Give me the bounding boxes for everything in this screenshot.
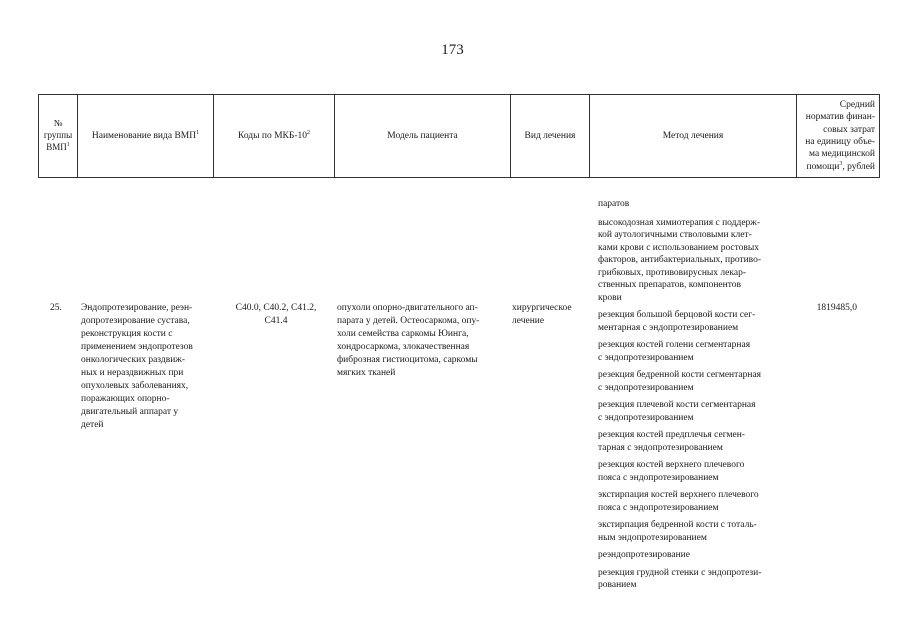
method-line: экстирпация костей верхнего плечевого bbox=[598, 490, 759, 500]
row-patient-model bbox=[337, 302, 502, 380]
vmp-name-line: ных и нераздвижных при bbox=[81, 368, 184, 378]
method-line: паратов bbox=[598, 199, 630, 209]
vmp-name-line: детей bbox=[81, 420, 104, 430]
method-line: экстирпация бедренной кости с тоталь- bbox=[598, 520, 757, 530]
method-item bbox=[598, 429, 788, 454]
method-line: ственных препаратов, компонентов bbox=[598, 280, 741, 290]
row-norm-value: 1819485,0 bbox=[816, 303, 857, 313]
method-item bbox=[598, 519, 788, 544]
vmp-name-line: опухолевых заболеваниях, bbox=[81, 381, 189, 391]
vmp-name-line: реконструкция кости с bbox=[81, 329, 173, 339]
vmp-name-line: применением эндопротезов bbox=[81, 342, 193, 352]
page-number: 173 bbox=[441, 42, 464, 58]
method-column bbox=[598, 198, 788, 597]
footnote-marker: 1 bbox=[66, 141, 70, 148]
vmp-name-line: поражающих опорно- bbox=[81, 394, 170, 404]
header-model: Модель пациента bbox=[335, 95, 511, 178]
header-vmp-name-text: Наименование вида ВМП bbox=[91, 130, 197, 141]
footnote-marker: 1 bbox=[196, 129, 200, 136]
continued-methods bbox=[598, 198, 788, 304]
model-line: холи семейства саркомы Юинга, bbox=[337, 329, 469, 339]
header-group-no-line bbox=[42, 142, 74, 154]
header-treatment-type: Вид лечения bbox=[511, 95, 590, 178]
header-group-no-text: ВМП bbox=[46, 141, 67, 152]
row-vmp-name bbox=[81, 302, 216, 432]
row-group-no: 25. bbox=[50, 303, 62, 313]
header-norm-text: помощи bbox=[806, 161, 840, 172]
model-line: парата у детей. Остеосаркома, опу- bbox=[337, 316, 480, 326]
method-line: пояса с эндопротезированием bbox=[598, 502, 719, 513]
method-line: резекция бедренной кости сегментарная bbox=[598, 370, 762, 380]
row-mkb-codes bbox=[226, 302, 326, 328]
model-line: хондросаркома, злокачественная bbox=[337, 342, 470, 352]
method-line: факторов, антибактериальных, противо- bbox=[598, 255, 762, 265]
method-line: резекция грудной стенки с эндопротези- bbox=[598, 567, 762, 578]
vmp-name-line: двигательный аппарат у bbox=[81, 407, 179, 417]
vmp-name-line: онкологических раздвиж- bbox=[81, 355, 186, 365]
model-line: мягких тканей bbox=[337, 368, 396, 378]
footnote-marker: 3 bbox=[839, 160, 843, 167]
method-line: ментарная с эндопротезированием bbox=[598, 322, 739, 333]
model-line: опухоли опорно-двигательного ап- bbox=[337, 303, 478, 313]
footnote-marker: 2 bbox=[307, 129, 311, 136]
method-line: рованием bbox=[598, 580, 637, 590]
method-line: резекция костей голени сегментарная bbox=[598, 340, 751, 350]
method-line: пояса с эндопротезированием bbox=[598, 472, 719, 483]
method-line: крови bbox=[598, 292, 622, 303]
vmp-name-line: Эндопротезирование, реэн- bbox=[81, 303, 193, 313]
method-line: ками крови с использованием ростовых bbox=[598, 242, 760, 253]
method-line: с эндопротезированием bbox=[598, 412, 694, 423]
header-norm-line bbox=[800, 161, 875, 173]
header-group-no-line: группы bbox=[43, 130, 73, 141]
method-line: резекция костей верхнего плечевого bbox=[598, 460, 745, 470]
header-norm-line: норматив финан- bbox=[805, 112, 875, 123]
vmp-name-line: допротезирование сустава, bbox=[81, 316, 190, 326]
header-norm-line: Средний bbox=[839, 99, 875, 110]
method-item bbox=[598, 217, 788, 305]
method-item bbox=[598, 459, 788, 484]
method-line: грибковых, противовирусных лекар- bbox=[598, 267, 746, 278]
method-line: высокодозная химиотерапия с поддерж- bbox=[598, 217, 761, 228]
method-item bbox=[598, 549, 788, 562]
method-item bbox=[598, 309, 788, 334]
header-norm-text: , рублей bbox=[842, 161, 875, 172]
header-vmp-name bbox=[78, 95, 214, 178]
method-line: с эндопротезированием bbox=[598, 352, 694, 363]
method-item bbox=[598, 369, 788, 394]
method-item bbox=[598, 339, 788, 364]
header-norm-line: на единицу объе- bbox=[805, 137, 875, 147]
treatment-line: хирургическое bbox=[512, 303, 572, 313]
header-mkb-text: Коды по МКБ-10 bbox=[237, 130, 308, 141]
mkb-line: C40.0, C40.2, C41.2, bbox=[235, 303, 317, 313]
row-methods bbox=[598, 309, 788, 592]
table-header bbox=[38, 94, 880, 178]
header-mkb bbox=[214, 95, 335, 178]
treatment-line: лечение bbox=[512, 316, 545, 326]
header-method: Метод лечения bbox=[590, 95, 797, 178]
method-item bbox=[598, 399, 788, 424]
mkb-line: C41.4 bbox=[264, 316, 288, 326]
method-item bbox=[598, 567, 788, 592]
header-norm-line: ма медицинской bbox=[809, 149, 875, 160]
method-line: тарная с эндопротезированием bbox=[598, 442, 723, 453]
method-line: с эндопротезированием bbox=[598, 382, 694, 393]
header-norm bbox=[797, 95, 880, 178]
method-line: резекция плечевой кости сегментарная bbox=[598, 400, 756, 410]
method-item bbox=[598, 489, 788, 514]
method-line: ным эндопротезированием bbox=[598, 532, 707, 543]
header-group-no-line: № bbox=[53, 118, 63, 129]
row-treatment-type bbox=[512, 302, 592, 328]
method-line: резекция большой берцовой кости сег- bbox=[598, 310, 756, 320]
header-group-no bbox=[39, 95, 78, 178]
method-item bbox=[598, 198, 788, 211]
header-norm-line: совых затрат bbox=[823, 124, 875, 135]
method-line: реэндопротезирование bbox=[598, 550, 690, 560]
method-line: резекция костей предплечья сегмен- bbox=[598, 430, 745, 440]
method-line: кой аутологичными стволовыми клет- bbox=[598, 230, 752, 240]
model-line: фиброзная гистиоцитома, саркомы bbox=[337, 355, 478, 365]
